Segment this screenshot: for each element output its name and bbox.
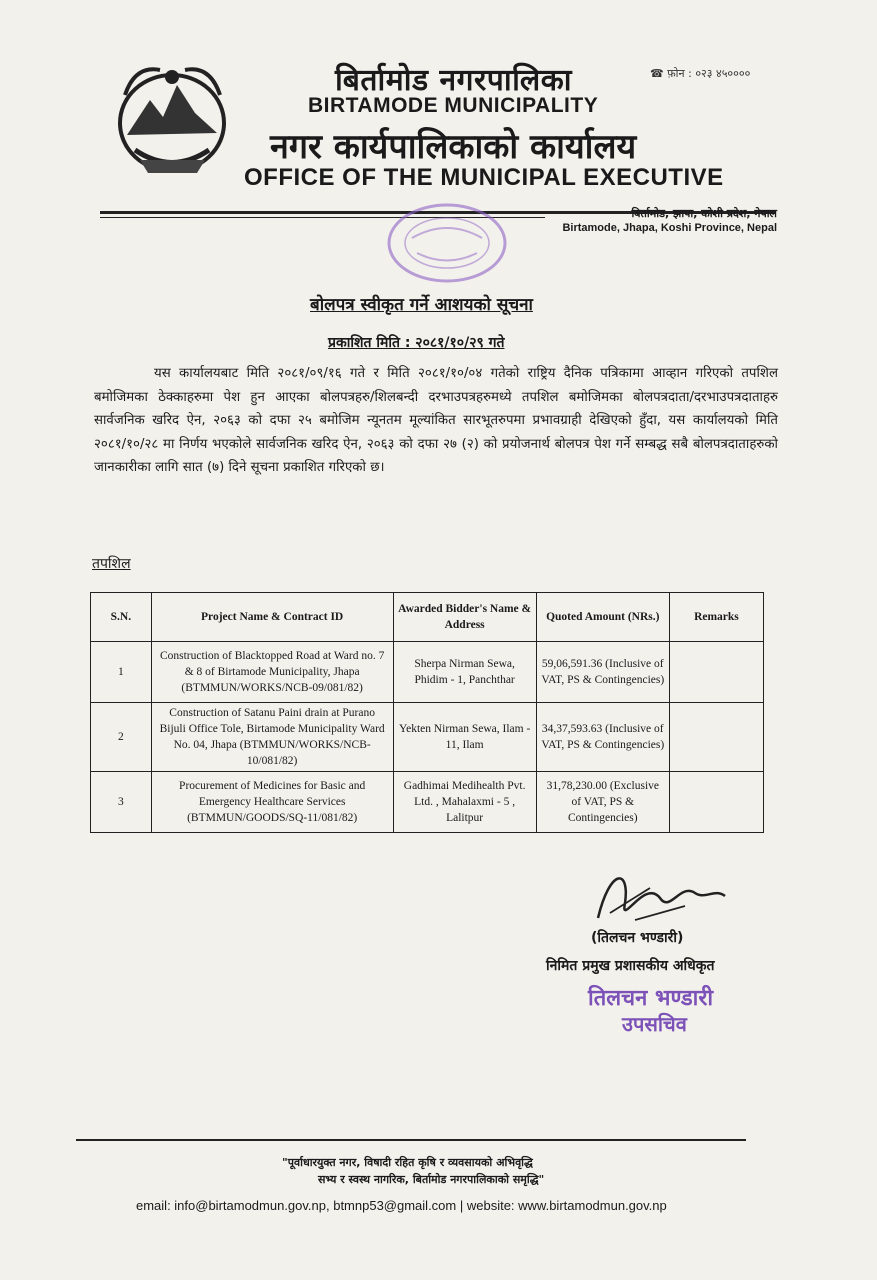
table-row [91,642,764,703]
award-table [90,592,764,833]
phone-number: ☎ फ़ोन : ०२३ ४५०००० [650,67,751,80]
footer-motto-line1: "पूर्वाधारयुक्त नगर, विषादी रहित कृषि र व्यवसायको अभिवृद्धि [282,1156,533,1169]
signatory-name: (तिलचन भण्डारी) [591,930,684,946]
row-remarks [669,703,763,772]
municipality-name-nepali: बिर्तामोड नगरपालिका [335,63,573,98]
footer-divider [76,1139,746,1141]
table-row [91,772,764,833]
header-bidder: Awarded Bidder's Name & Address [393,593,536,642]
table-row [91,703,764,772]
address-english: Birtamode, Jhapa, Koshi Province, Nepal [562,222,777,234]
municipality-name-english: BIRTAMODE MUNICIPALITY [308,94,599,117]
details-label: तपशिल [92,556,131,572]
row-amount: 59,06,591.36 (Inclusive of VAT, PS & Contingencies) [536,642,669,703]
row-project: Construction of Satanu Paini drain at Purano Bijuli Office Tole, Birtamode Municipality Ward No. 04, Jhapa (BTMMUN/WORKS/NCB-10/081/82) [151,703,393,772]
stamp-name: तिलचन भण्डारी [588,986,714,1011]
footer-motto-line2: सभ्य र स्वस्थ नागरिक, बिर्तामोड नगरपालिकाको समृद्धि" [318,1173,545,1186]
row-remarks [669,642,763,703]
row-project: Construction of Blacktopped Road at Ward no. 7 & 8 of Birtamode Municipality, Jhapa (BTMMUN/WORKS/NCB-09/081/82) [151,642,393,703]
nepal-emblem-icon [105,55,240,180]
row-amount: 34,37,593.63 (Inclusive of VAT, PS & Contingencies) [536,703,669,772]
row-bidder: Sherpa Nirman Sewa, Phidim - 1, Panchthar [393,642,536,703]
row-amount: 31,78,230.00 (Exclusive of VAT, PS & Contingencies) [536,772,669,833]
header-sn: S.N. [91,593,152,642]
address-nepali: बिर्तामोड, झापा, कोशी प्रदेश, नेपाल [631,207,777,220]
row-project: Procurement of Medicines for Basic and Emergency Healthcare Services (BTMMUN/GOODS/SQ-11/081/82) [151,772,393,833]
published-date: प्रकाशित मिति : २०८१/१०/२९ गते [328,335,505,351]
header-remarks: Remarks [669,593,763,642]
notice-title: बोलपत्र स्वीकृत गर्ने आशयको सूचना [310,295,533,315]
stamp-designation: उपसचिव [622,1012,687,1036]
row-remarks [669,772,763,833]
row-sn: 1 [91,642,152,703]
row-bidder: Gadhimai Medihealth Pvt. Ltd. , Mahalaxmi - 5 , Lalitpur [393,772,536,833]
header-project: Project Name & Contract ID [151,593,393,642]
footer-contact: email: info@birtamodmun.gov.np, btmnp53@gmail.com | website: www.birtamodmun.gov.np [136,1198,667,1213]
row-sn: 3 [91,772,152,833]
office-name-english: OFFICE OF THE MUNICIPAL EXECUTIVE [244,164,724,191]
office-seal-icon [382,198,512,288]
row-sn: 2 [91,703,152,772]
signature-icon [590,858,730,938]
notice-body: यस कार्यालयबाट मिति २०८१/०९/१६ गते र मिति २०८१/१०/०४ गतेको राष्ट्रिय दैनिक पत्रिकामा आव्हान गरिएको तपशिल बमोजिमका ठेक्काहरुमा पेश हुन आएका बोलपत्रहरु/शिलबन्दी दरभाउपत्रहरुमध्ये तपशिल बमोजिमका बोलपत्रदाता/दरभाउपत्रदाताहरु सार्वजनिक खरिद ऐन, २०६३ को दफा २५ बमोजिम न्यूनतम मूल्यांकित सारभूतरुपमा प्रभावग्राही देखिएको हुँदा, यस कार्यालयको मिति २०८१/१०/२८ मा निर्णय भएकोले सार्वजनिक खरिद ऐन, २०६३ को दफा २७ (२) को प्रयोजनार्थ बोलपत्र पेश गर्ने सम्बद्ध सबै बोलपत्रदाताहरुको जानकारीका लागि सात (७) दिने सूचना प्रकाशित गरिएको छ। [94,366,778,475]
table-header-row [91,593,764,642]
row-bidder: Yekten Nirman Sewa, Ilam - 11, Ilam [393,703,536,772]
signatory-designation: निमित प्रमुख प्रशासकीय अधिकृत [546,958,715,974]
header-amount: Quoted Amount (NRs.) [536,593,669,642]
office-name-nepali: नगर कार्यपालिकाको कार्यालय [270,127,637,167]
